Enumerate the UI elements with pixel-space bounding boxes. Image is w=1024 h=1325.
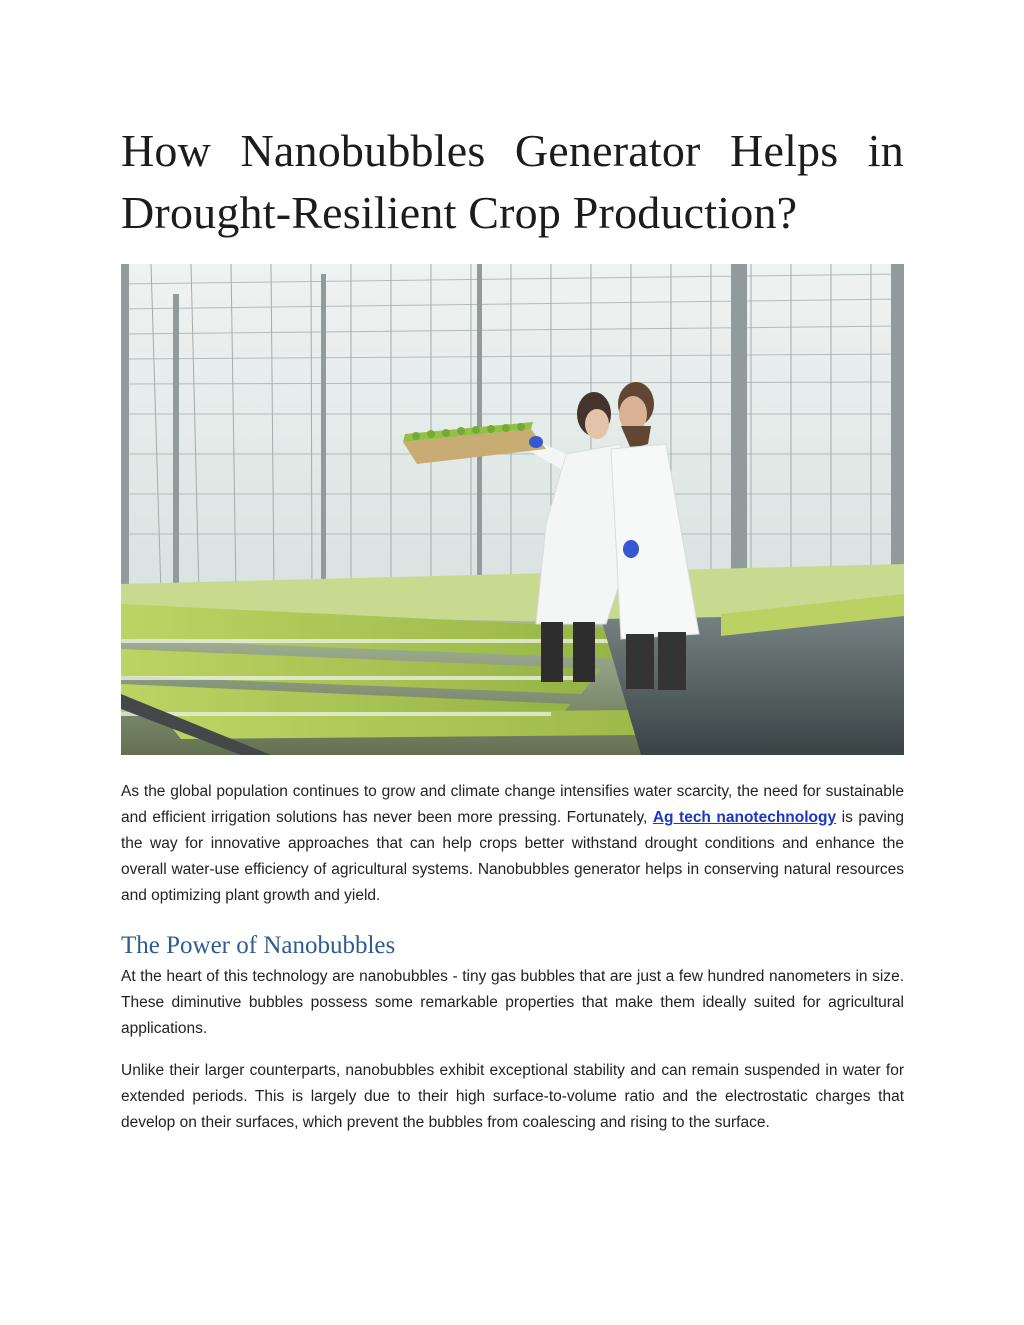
greenhouse-photo [121, 264, 904, 755]
section-heading: The Power of Nanobubbles [121, 932, 396, 959]
stability-paragraph: Unlike their larger counterparts, nanobubbles exhibit exceptional stability and can remain suspended in water for extended periods. This is largely due to their high surface-to-volume ratio and the electrostatic charges that develop on their surfaces, which prevent the bubbles from coalescing and rising to the surface. [121, 1062, 904, 1131]
intro-text-before-link: As the global population continues to grow and climate change intensifies water scarcity, the need for sustainable and efficient irrigation solutions has never been more pressing. Fortunately, [121, 783, 904, 826]
intro-paragraph [121, 779, 904, 909]
title-line-1: How Nanobubbles Generator Helps in [121, 125, 904, 176]
nanobubbles-paragraph: At the heart of this technology are nanobubbles - tiny gas bubbles that are just a few hundred nanometers in size. These diminutive bubbles possess some remarkable properties that make them ideally suited for agricultural applications. [121, 968, 904, 1037]
intro-text-after-link: is paving the way for innovative approaches that can help crops better withstand drought conditions and enhance the overall water-use efficiency of agricultural systems. Nanobubbles generator helps in conserving natural resources and optimizing plant growth and yield. [121, 809, 904, 904]
title-line-2: Drought-Resilient Crop Production? [121, 187, 798, 238]
ag-tech-nanotechnology-link[interactable]: Ag tech nanotechnology [652, 809, 837, 826]
article-title [121, 120, 904, 244]
